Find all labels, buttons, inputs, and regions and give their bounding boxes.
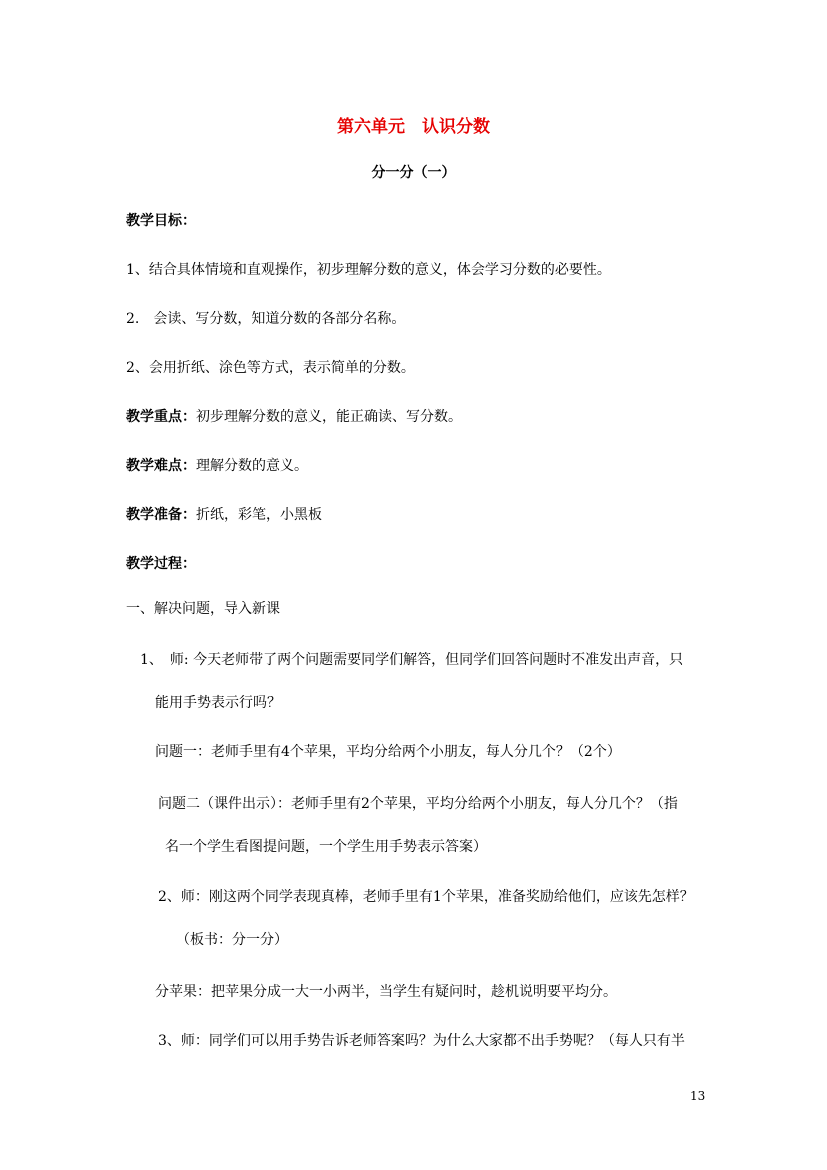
step-2-line-1: 2、师：刚这两个同学表现真棒，老师手里有1个苹果，准备奖励给他们，应该先怎样？ xyxy=(158,889,694,905)
apple-split-text: 分苹果：把苹果分成一大一小两半，当学生有疑问时，趁机说明要平均分。 xyxy=(155,984,617,1000)
lesson-subtitle: 分一分（一） xyxy=(371,165,456,181)
goal-2: 2. 会读、写分数，知道分数的各部分名称。 xyxy=(126,311,406,327)
difficulty-text: 理解分数的意义。 xyxy=(196,458,308,474)
step-2-line-2: （板书：分一分） xyxy=(176,932,288,948)
step-1-line-2: 能用手势表示行吗？ xyxy=(155,695,281,711)
goals-heading: 教学目标： xyxy=(126,213,196,229)
goal-1: 1、结合具体情境和直观操作，初步理解分数的意义，体会学习分数的必要性。 xyxy=(126,262,611,278)
process-heading: 教学过程： xyxy=(126,556,196,572)
step-3-line-1: 3、师：同学们可以用手势告诉老师答案吗？为什么大家都不出手势呢？（每人只有半 xyxy=(158,1033,685,1049)
difficulty-label: 教学难点： xyxy=(126,458,196,474)
question-1: 问题一：老师手里有4个苹果，平均分给两个小朋友，每人分几个？（2个） xyxy=(155,744,621,760)
key-point xyxy=(126,407,462,427)
key-point-label: 教学重点： xyxy=(126,409,196,425)
question-2-line-1: 问题二（课件出示）：老师手里有2个苹果，平均分给两个小朋友，每人分几个？（指 xyxy=(158,796,678,812)
question-2-line-2: 名一个学生看图提问题，一个学生用手势表示答案） xyxy=(165,839,487,855)
page-number: 13 xyxy=(690,1089,706,1103)
preparation-label: 教学准备： xyxy=(126,507,196,523)
step-1-line-1: 1、 师: 今天老师带了两个问题需要同学们解答，但同学们回答问题时不准发出声音，只 xyxy=(140,652,684,668)
preparation-text: 折纸，彩笔，小黑板 xyxy=(196,507,322,523)
section-1-heading: 一、解决问题，导入新课 xyxy=(126,601,280,617)
page-title: 第六单元 认识分数 xyxy=(337,117,490,137)
key-point-text: 初步理解分数的意义，能正确读、写分数。 xyxy=(196,409,462,425)
preparation xyxy=(126,505,322,525)
difficulty-point xyxy=(126,456,308,476)
goal-3: 2、会用折纸、涂色等方式，表示简单的分数。 xyxy=(126,360,415,376)
